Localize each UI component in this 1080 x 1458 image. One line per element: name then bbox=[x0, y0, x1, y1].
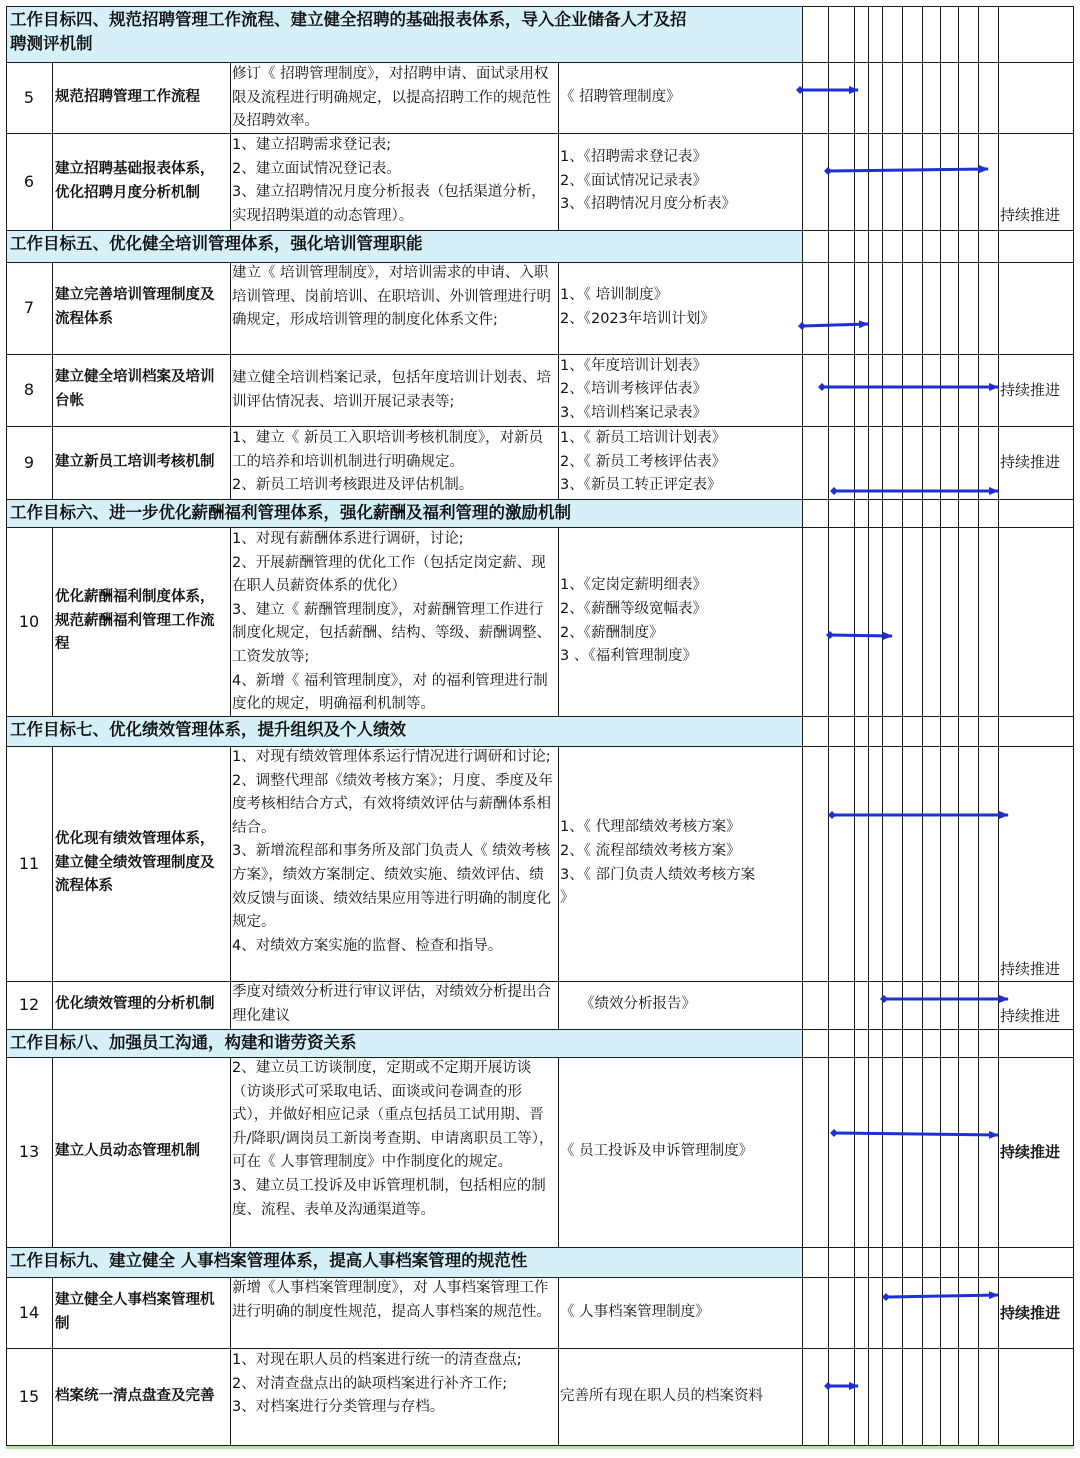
row-deliverables: 1、《 新员工培训计划表》 2、《 新员工考核评估表》 3、《新员工转正评定表》 bbox=[560, 430, 727, 494]
grid-line bbox=[230, 746, 231, 1029]
row-deliverables: 《 员工投诉及申诉管理制度》 bbox=[560, 1143, 754, 1160]
timeline-arrow bbox=[828, 169, 988, 171]
row-number: 11 bbox=[18, 853, 40, 873]
grid-line bbox=[52, 1057, 53, 1247]
grid-line bbox=[902, 6, 903, 1446]
grid-line bbox=[6, 1029, 1074, 1030]
grid-line bbox=[6, 230, 1074, 231]
status-note: 持续推进 bbox=[1000, 453, 1061, 471]
row-project: 规范招聘管理工作流程 bbox=[55, 88, 200, 105]
status-note: 持续推进 bbox=[1000, 1007, 1061, 1025]
row-number: 10 bbox=[18, 611, 40, 631]
grid-line bbox=[998, 6, 999, 1446]
row-content: 建立健全培训档案记录，包括年度培训计划表、培训评估情况表、培训开展记录表等; bbox=[232, 370, 551, 410]
row-content: 1、对现在职人员的档案进行统一的清查盘点; 2、对清查盘点出的缺项档案进行补齐工作; 3、对档案进行分类管理与存档。 bbox=[232, 1352, 522, 1416]
grid-line bbox=[6, 62, 1074, 63]
grid-line bbox=[6, 499, 1074, 500]
grid-line bbox=[802, 6, 803, 1446]
row-content: 1、对现有绩效管理体系运行情况进行调研和讨论; 2、调整代理部《绩效考核方案》；月度、季度及年度考核相结合方式，有效将绩效评估与薪酬体系相结合。 3、新增流程部和事务所及部门负责人《 绩效考核方案》，绩效方案制定、绩效实施、绩效评估、绩效反馈与面谈、绩效结果应用等进行明确的制度化规定。 4、对绩效方案实施的监督、检查和指导。 bbox=[232, 749, 553, 954]
row-project: 建立健全人事档案管理机制 bbox=[55, 1291, 215, 1332]
timeline-arrow bbox=[802, 324, 868, 326]
row-deliverables: 《绩效分析报告》 bbox=[580, 996, 696, 1013]
row-project: 优化薪酬福利制度体系，规范薪酬福利管理工作流程 bbox=[55, 589, 215, 653]
row-project: 建立招聘基础报表体系，优化招聘月度分析机制 bbox=[55, 160, 215, 201]
grid-line bbox=[6, 1277, 1074, 1278]
row-deliverables: 1、《 代理部绩效考核方案》 2、《 流程部绩效考核方案》 3、《 部门负责人绩效考核方案 》 bbox=[560, 819, 756, 907]
grid-line bbox=[52, 62, 53, 230]
grid-line bbox=[230, 527, 231, 716]
row-content: 1、对现有薪酬体系进行调研，讨论; 2、开展薪酬管理的优化工作（包括定岗定薪、现在职人员薪资体系的优化） 3、建立《 薪酬管理制度》，对薪酬管理工作进行制度化规定，包括薪酬、结构、等级、薪酬调整、工资发放等; 4、新增《 福利管理制度》，对 的福利管理进行制度化的规定，明确福利机制等。 bbox=[232, 531, 551, 713]
grid-line bbox=[6, 354, 1074, 355]
plan-table bbox=[6, 6, 1074, 1449]
grid-line bbox=[52, 746, 53, 1029]
grid-line bbox=[868, 6, 869, 1446]
row-deliverables: 《 招聘管理制度》 bbox=[560, 88, 681, 105]
grid-line bbox=[558, 746, 559, 1029]
row-content: 季度对绩效分析进行审议评估，对绩效分析提出合理化建议 bbox=[232, 984, 551, 1024]
grid-line bbox=[854, 6, 855, 1446]
row-number: 5 bbox=[23, 87, 35, 107]
row-deliverables: 1、《年度培训计划表》 2、《培训考核评估表》 3、《培训档案记录表》 bbox=[560, 357, 707, 421]
row-deliverables: 1、《 培训制度》 2、《2023年培训计划》 bbox=[560, 287, 715, 327]
bottom-border bbox=[6, 1446, 1074, 1449]
row-content: 新增《人事档案管理制度》，对 人事档案管理工作进行明确的制度性规范，提高人事档案的规范性。 bbox=[232, 1280, 551, 1320]
row-content: 建立《 培训管理制度》，对培训需求的申请、入职培训管理、岗前培训、在职培训、外训管理进行明确规定，形成培训管理的制度化体系文件; bbox=[232, 265, 551, 329]
row-number: 9 bbox=[23, 452, 35, 472]
status-note: 持续推进 bbox=[1000, 1143, 1061, 1161]
grid-line bbox=[978, 6, 979, 1446]
grid-line bbox=[558, 62, 559, 230]
grid-line bbox=[6, 527, 1074, 528]
timeline-arrow bbox=[834, 1133, 998, 1135]
grid-line bbox=[6, 716, 1074, 717]
grid-line bbox=[558, 262, 559, 499]
grid-line bbox=[828, 6, 829, 1446]
grid-line bbox=[558, 1277, 559, 1446]
row-content: 1、建立《 新员工入职培训考核机制度》，对新员工的培养和培训机制进行明确规定。 2、新员工培训考核跟进及评估机制。 bbox=[232, 430, 544, 494]
grid-line bbox=[230, 1277, 231, 1446]
row-number: 14 bbox=[18, 1302, 40, 1322]
grid-line bbox=[940, 6, 941, 1446]
section-header-goal9: 工作目标九、建立健全 人事档案管理体系，提高人事档案管理的规范性 bbox=[6, 1247, 802, 1277]
section-header-goal6: 工作目标六、进一步优化薪酬福利管理体系，强化薪酬及福利管理的激励机制 bbox=[6, 499, 802, 527]
row-number: 8 bbox=[23, 380, 35, 400]
grid-line bbox=[6, 6, 7, 1446]
row-number: 7 bbox=[23, 298, 35, 318]
status-note: 持续推进 bbox=[1000, 1304, 1061, 1322]
row-number: 12 bbox=[18, 995, 40, 1015]
grid-line bbox=[922, 6, 923, 1446]
grid-line bbox=[6, 1247, 1074, 1248]
grid-line bbox=[230, 1057, 231, 1247]
section-header-goal5: 工作目标五、优化健全培训管理体系，强化培训管理职能 bbox=[6, 230, 802, 262]
grid-line bbox=[558, 1057, 559, 1247]
grid-line bbox=[6, 1057, 1074, 1058]
row-project: 优化现有绩效管理体系，建立健全绩效管理制度及流程体系 bbox=[55, 831, 215, 895]
grid-line bbox=[6, 981, 1074, 982]
grid-line bbox=[230, 62, 231, 230]
row-deliverables: 《 人事档案管理制度》 bbox=[560, 1303, 710, 1320]
grid-line bbox=[882, 6, 883, 1446]
row-deliverables: 完善所有现在职人员的档案资料 bbox=[560, 1388, 763, 1405]
status-note: 持续推进 bbox=[1000, 206, 1061, 224]
section-header-goal8: 工作目标八、加强员工沟通，构建和谐劳资关系 bbox=[6, 1029, 802, 1057]
status-note: 持续推进 bbox=[1000, 381, 1061, 399]
grid-line bbox=[6, 426, 1074, 427]
grid-line bbox=[52, 1277, 53, 1446]
row-deliverables: 1、《定岗定薪明细表》 2、《薪酬等级宽幅表》 2、《薪酬制度》 3 、《福利管理制度》 bbox=[560, 577, 707, 665]
row-number: 6 bbox=[23, 171, 35, 191]
grid-line bbox=[6, 133, 1074, 134]
row-number: 15 bbox=[18, 1387, 40, 1407]
row-project: 建立完善培训管理制度及流程体系 bbox=[55, 287, 215, 327]
row-content: 修订《 招聘管理制度》，对招聘申请、面试录用权限及流程进行明确规定，以提高招聘工作的规范性及招聘效率。 bbox=[232, 66, 551, 130]
row-project: 建立新员工培训考核机制 bbox=[55, 453, 215, 470]
row-deliverables: 1、《招聘需求登记表》 2、《面试情况记录表》 3、《招聘情况月度分析表》 bbox=[560, 149, 736, 213]
row-number: 13 bbox=[18, 1142, 40, 1162]
grid-line bbox=[52, 527, 53, 716]
grid-line bbox=[1073, 6, 1074, 1446]
grid-line bbox=[958, 6, 959, 1446]
section-header-goal7: 工作目标七、优化绩效管理体系，提升组织及个人绩效 bbox=[6, 716, 802, 746]
row-content: 1、建立招聘需求登记表; 2、建立面试情况登记表。 3、建立招聘情况月度分析报表（包括渠道分析，实现招聘渠道的动态管理）。 bbox=[232, 137, 546, 224]
grid-line bbox=[52, 262, 53, 499]
row-content: 2、建立员工访谈制度，定期或不定期开展访谈（访谈形式可采取电话、面谈或问卷调查的形式），并做好相应记录（重点包括员工试用期、晋升/降职/调岗员工新岗考查期、申请离职员工等），可在《 人事管理制度》中作制度化的规定。 3、建立员工投诉及申诉管理机制，包括相应的制度、流程、表单及沟通渠道等。 bbox=[232, 1060, 554, 1218]
row-project: 优化绩效管理的分析机制 bbox=[55, 996, 215, 1013]
grid-line bbox=[6, 6, 1074, 7]
status-note: 持续推进 bbox=[1000, 960, 1061, 978]
row-project: 建立人员动态管理机制 bbox=[55, 1143, 200, 1160]
section-header-goal4: 工作目标四、规范招聘管理工作流程、建立健全招聘的基础报表体系，导入企业储备人才及招 聘测评机制 bbox=[6, 6, 802, 62]
grid-line bbox=[6, 1348, 1074, 1349]
grid-line bbox=[6, 746, 1074, 747]
grid-line bbox=[230, 262, 231, 499]
grid-line bbox=[558, 527, 559, 716]
grid-line bbox=[6, 262, 1074, 263]
row-project: 档案统一清点盘查及完善 bbox=[55, 1388, 215, 1405]
row-project: 建立健全培训档案及培训台帐 bbox=[55, 369, 215, 409]
